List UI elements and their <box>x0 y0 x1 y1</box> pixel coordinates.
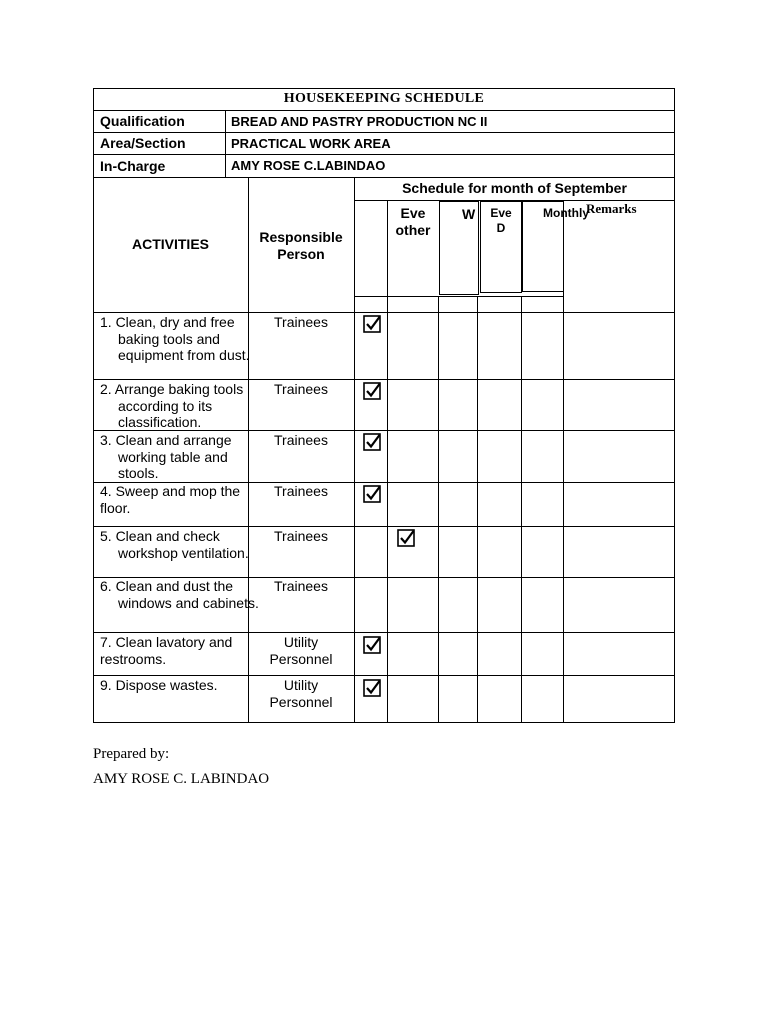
weekly-header: W <box>462 206 476 222</box>
grid-line <box>93 312 675 313</box>
grid-line <box>521 296 522 722</box>
responsible-cell: Utility Personnel <box>269 634 333 667</box>
responsible-cell: Utility Personnel <box>269 677 333 710</box>
checkbox-checked-icon <box>363 315 381 333</box>
activity-cell: 9. Dispose wastes. <box>100 677 218 693</box>
responsible-cell: Trainees <box>274 578 328 594</box>
grid-line <box>225 110 226 177</box>
monthly-header: Monthly <box>543 206 589 220</box>
every-other-header-line1: Eve <box>400 205 426 221</box>
grid-line <box>438 296 439 722</box>
table-border-bottom <box>93 722 675 723</box>
area-section-value: PRACTICAL WORK AREA <box>231 136 391 151</box>
grid-line <box>93 526 675 527</box>
grid-line <box>387 200 388 722</box>
prepared-by-label: Prepared by: <box>93 746 170 762</box>
in-charge-value: AMY ROSE C.LABINDAO <box>231 158 386 173</box>
qualification-value: BREAD AND PASTRY PRODUCTION NC II <box>231 114 488 129</box>
every-other-header-line2: other <box>395 222 431 238</box>
activity-cell: 4. Sweep and mop the floor. <box>100 483 241 516</box>
activity-cell: 7. Clean lavatory and restrooms. <box>100 634 233 667</box>
grid-line <box>93 632 675 633</box>
activity-cell: 2. Arrange baking tools according to its classification. <box>100 381 244 430</box>
grid-line <box>93 379 675 380</box>
checkbox-checked-icon <box>363 636 381 654</box>
document-title: HOUSEKEEPING SCHEDULE <box>283 91 485 106</box>
grid-line <box>477 296 478 722</box>
responsible-cell: Trainees <box>274 483 328 499</box>
every-d-header-line2: D <box>496 221 506 235</box>
responsible-cell: Trainees <box>274 432 328 448</box>
checkbox-checked-icon <box>363 382 381 400</box>
table-border-top <box>93 88 675 89</box>
every-d-header-line1: Eve <box>490 206 512 220</box>
responsible-cell: Trainees <box>274 314 328 330</box>
preparer-name: AMY ROSE C. LABINDAO <box>93 771 270 787</box>
checkbox-checked-icon <box>363 433 381 451</box>
grid-line <box>93 110 675 111</box>
checkbox-checked-icon <box>363 679 381 697</box>
qualification-label: Qualification <box>100 113 185 129</box>
responsible-person-header: Responsible Person <box>259 229 343 262</box>
responsible-cell: Trainees <box>274 528 328 544</box>
activity-cell: 5. Clean and check workshop ventilation. <box>100 528 249 561</box>
activity-cell: 3. Clean and arrange working table and stools. <box>100 432 232 481</box>
checkbox-checked-icon <box>363 485 381 503</box>
schedule-month-header: Schedule for month of September <box>402 180 627 196</box>
grid-line <box>93 154 675 155</box>
table-border-left <box>93 88 94 723</box>
responsible-cell: Trainees <box>274 381 328 397</box>
grid-line <box>93 675 675 676</box>
grid-line <box>93 132 675 133</box>
in-charge-label: In-Charge <box>100 158 166 174</box>
activity-cell: 6. Clean and dust the windows and cabinets. <box>100 578 259 611</box>
remarks-header: Remarks <box>586 201 637 216</box>
grid-line <box>354 296 563 297</box>
grid-line <box>354 177 355 722</box>
activity-cell: 1. Clean, dry and free baking tools and equipment from dust. <box>100 314 250 363</box>
grid-line <box>93 177 675 178</box>
activities-header: ACTIVITIES <box>131 236 209 252</box>
checkbox-checked-icon <box>397 529 415 547</box>
area-section-label: Area/Section <box>100 135 186 151</box>
